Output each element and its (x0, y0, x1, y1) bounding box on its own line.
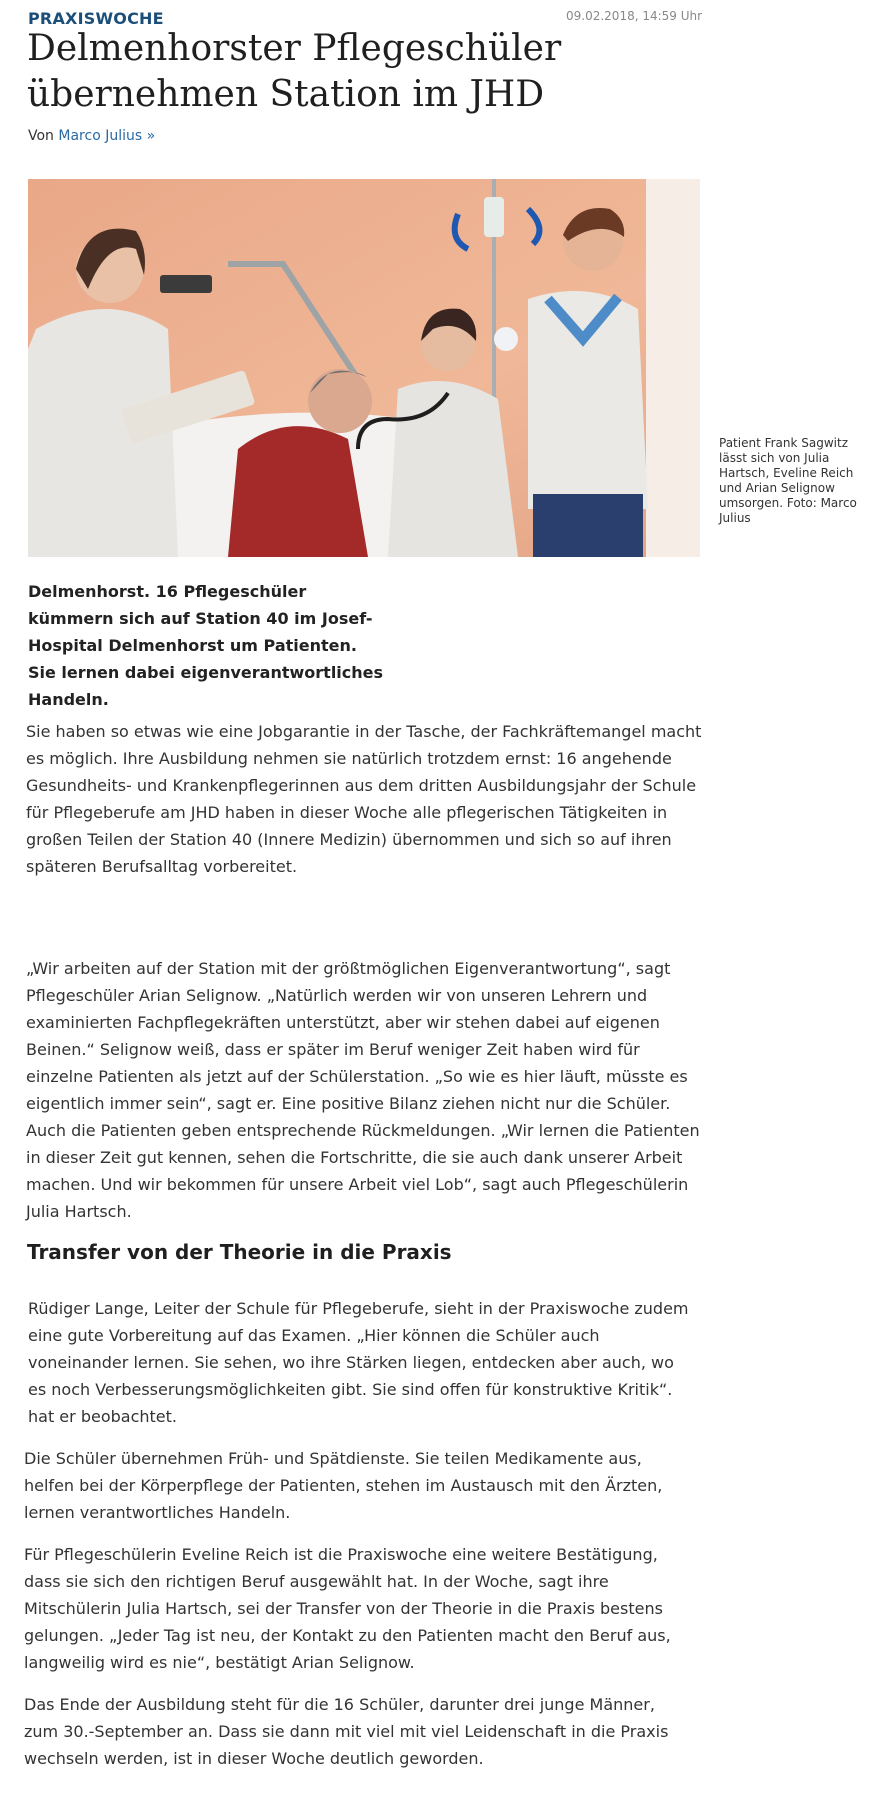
photo-caption: Patient Frank Sagwitz lässt sich von Julia Hartsch, Eveline Reich und Arian Selignow umsorgen. Foto: Marco Julius (719, 436, 857, 525)
photo-patient-shirt (228, 426, 368, 557)
body-paragraph-2: „Wir arbeiten auf der Station mit der größtmöglichen Eigenverantwortung“, sagt Pflegeschüler Arian Selignow. „Natürlich werden wir von unseren Lehrern und examinierten Fachpflegekräften unterstützt, aber wir stehen dabei auf eigenen Beinen.“ Selignow weiß, dass er später im Beruf weniger Zeit haben wird für einzelne Patienten als jetzt auf der Schülerstation. „So wie es hier läuft, müsste es eigentlich immer sein“, sagt er. Eine positive Bilanz ziehen nicht nur die Schüler. Auch die Patienten geben entsprechende Rückmeldungen. „Wir lernen die Patienten in dieser Zeit gut kennen, sehen die Fortschritte, die sie auch dank unserer Arbeit machen. Und wir bekommen für unsere Arbeit viel Lob“, sagt auch Pflegeschülerin Julia Hartsch. (26, 959, 700, 1221)
photo-nurse-right (528, 291, 648, 509)
photo-wall-socket (160, 275, 212, 293)
photo-glove-hand (494, 327, 518, 351)
byline (28, 128, 155, 144)
article-photo[interactable] (28, 179, 700, 557)
body-paragraph-5: Für Pflegeschülerin Eveline Reich ist die Praxiswoche eine weitere Bestätigung, dass sie sich den richtigen Beruf ausgewählt hat. In der Woche, sagt ihre Mitschülerin Julia Hartsch, sei der Transfer von der Theorie in die Praxis bestens gelungen. „Jeder Tag ist neu, der Kontakt zu den Patienten macht den Beruf aus, langweilig wird es nie“, bestätigt Arian Selignow. (24, 1545, 671, 1672)
photo-window (646, 179, 700, 557)
publish-date: 09.02.2018, 14:59 Uhr (566, 9, 703, 23)
photo-nurse-middle (388, 381, 518, 557)
author-link[interactable]: Marco Julius » (58, 128, 156, 144)
body-paragraph-1: Sie haben so etwas wie eine Jobgarantie in der Tasche, der Fachkräftemangel macht es möglich. Ihre Ausbildung nehmen sie natürlich trotzdem ernst: 16 angehende Gesundheits- und Krankenpflegerinnen aus dem dritten Ausbildungsjahr der Schule für Pflegeberufe am JHD haben in dieser Woche alle pflegerischen Tätigkeiten in großen Teilen der Station 40 (Innere Medizin) übernommen und sich so auf ihren späteren Berufsalltag vorbereitet. (26, 722, 702, 876)
article-headline: Delmenhorster Pflegeschüler übernehmen Station im JHD (27, 28, 562, 115)
byline-prefix: Von (28, 128, 54, 144)
photo-nurse-right-trousers (533, 494, 643, 557)
photo-iv-bag (484, 197, 504, 237)
body-paragraph-6: Das Ende der Ausbildung steht für die 16 Schüler, darunter drei junge Männer, zum 30.-September an. Dass sie dann mit viel mit viel Leidenschaft in die Praxis wechseln werden, ist in dieser Woche deutlich geworden. (24, 1695, 669, 1768)
body-paragraph-3: Rüdiger Lange, Leiter der Schule für Pflegeberufe, sieht in der Praxiswoche zudem eine gute Vorbereitung auf das Examen. „Hier können die Schüler auch voneinander lernen. Sie sehen, wo ihre Stärken liegen, entdecken aber auch, wo es noch Verbesserungsmöglichkeiten gibt. Sie sind offen für konstruktive Kritik“. hat er beobachtet. (28, 1299, 689, 1426)
article-subheading: Transfer von der Theorie in die Praxis (27, 1240, 452, 1264)
body-paragraph-4: Die Schüler übernehmen Früh- und Spätdienste. Sie teilen Medikamente aus, helfen bei der Körperpflege der Patienten, stehen im Austausch mit den Ärzten, lernen verantwortliches Handeln. (24, 1449, 663, 1522)
article-lead: Delmenhorst. 16 Pflegeschüler kümmern sich auf Station 40 im Josef-Hospital Delmenhorst um Patienten. Sie lernen dabei eigenverantwortliches Handeln. (28, 582, 384, 709)
section-kicker[interactable]: PRAXISWOCHE (28, 9, 164, 28)
photo-patient-head (308, 369, 372, 433)
